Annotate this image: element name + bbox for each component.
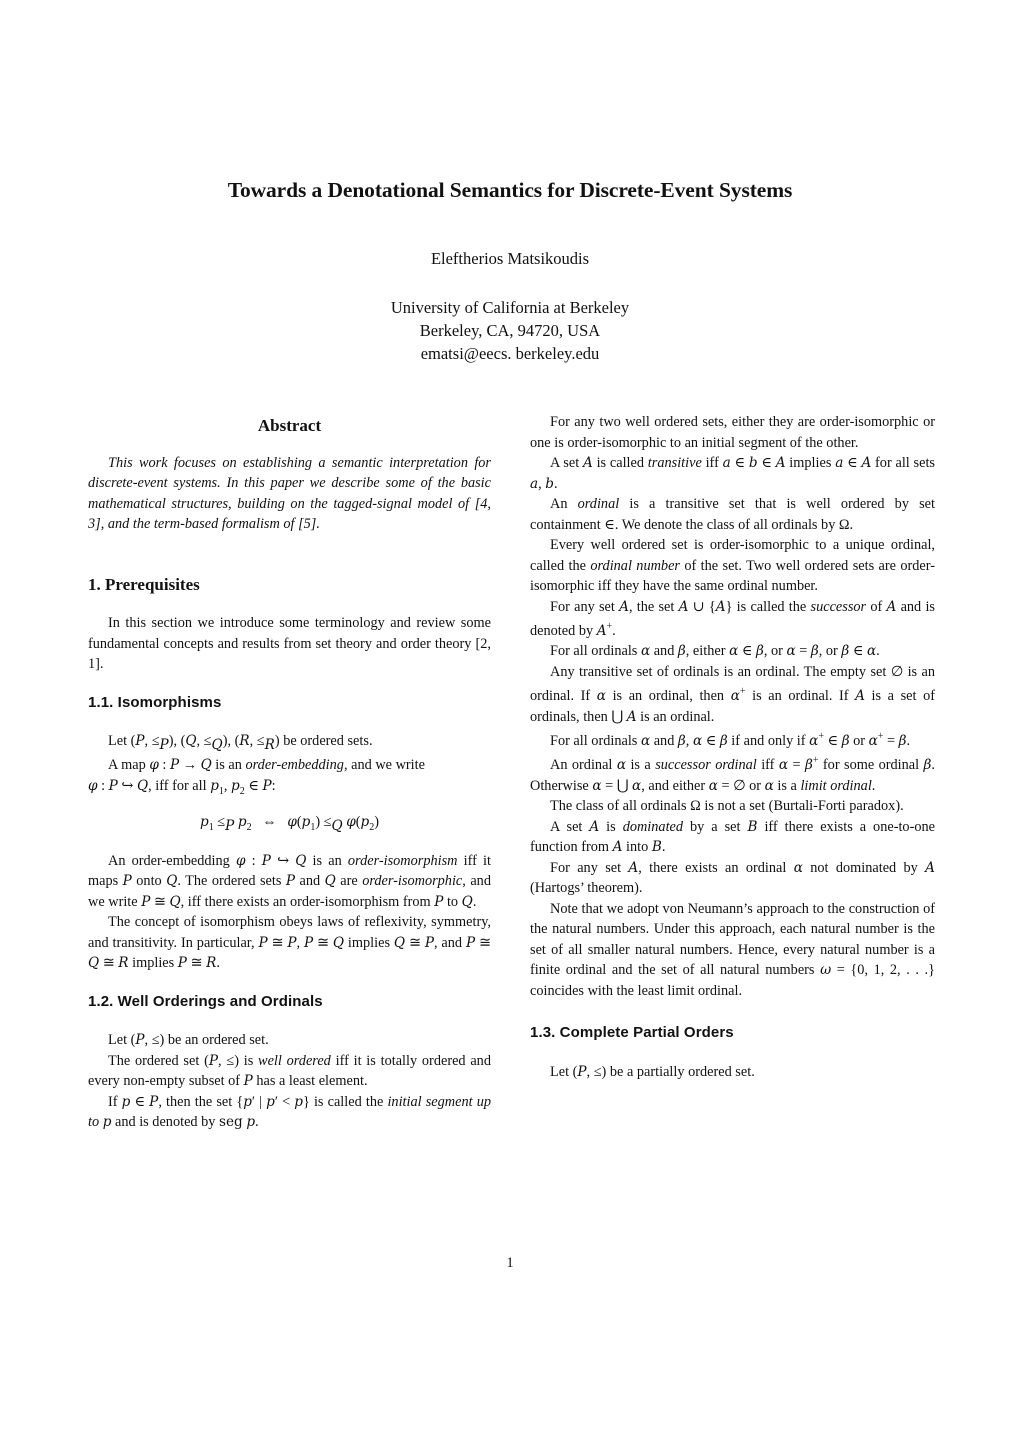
paragraph: The ordered set (P, ≤) is well ordered iff it is totally ordered and every non-empty subset of P has a least element. bbox=[88, 1052, 491, 1090]
paragraph: Let (P, $\le_P$), (Q, $\le_Q$), (R, $\le_R$) be ordered sets. bbox=[108, 733, 373, 753]
affiliation-line: Berkeley, CA, 94720, USA bbox=[419, 321, 601, 340]
paper-title: Towards a Denotational Semantics for Discrete-Event Systems bbox=[227, 178, 793, 202]
paragraph: In this section we introduce some terminology and review some fundamental concepts and results from set theory and order theory [2, 1]. bbox=[88, 615, 491, 672]
affiliation-line: University of California at Berkeley bbox=[390, 298, 630, 317]
paragraph: Any transitive set of ordinals is an ordinal. The empty set ∅ is an ordinal. If α is an ordinal, then α+ is an ordinal. If A is a set of ordinals, then ⋃ A is an ordinal. bbox=[530, 663, 936, 725]
right-column bbox=[530, 412, 935, 1082]
paragraph: A map φ : P → Q is an order-embedding, and we write bbox=[108, 757, 425, 774]
paragraph: Every well ordered set is order-isomorphic to a unique ordinal, called the ordinal number of the set. Two well ordered sets are order-isomorphic iff they have the same ordinal number. bbox=[530, 537, 936, 594]
abstract-heading: Abstract bbox=[257, 416, 322, 435]
paragraph: Note that we adopt von Neumann’s approach to the construction of the natural numbers. Under this approach, each natural number is the set of all smaller natural numbers. Hence, every natural number is a finite ordinal and the set of all natural numbers ω = {0, 1, 2, . . .} coincides with the least limit ordinal. bbox=[530, 900, 935, 999]
subsection-heading: 1.1. Isomorphisms bbox=[88, 693, 222, 711]
affiliation-block bbox=[0, 296, 1020, 365]
paragraph: An order-embedding φ : P ↪ Q is an order-isomorphism iff it maps P onto Q. The ordered sets P and Q are order-isomorphic, and we write P ≅ Q, iff there exists an order-isomorphism from P to Q. bbox=[88, 852, 491, 910]
paragraph: For any set A, the set A ∪ {A} is called the successor of A and is denoted by A+. bbox=[530, 598, 935, 639]
paragraph: The concept of isomorphism obeys laws of reflexivity, symmetry, and transitivity. In particular, P ≅ P, P ≅ Q implies Q ≅ P, and P ≅ Q ≅ R implies P ≅ R. bbox=[88, 914, 491, 972]
paragraph: For all ordinals α and β, either α ∈ β, or α = β, or β ∈ α. bbox=[550, 643, 880, 660]
section-heading: 1. Prerequisites bbox=[88, 574, 200, 594]
subsection-heading: 1.2. Well Orderings and Ordinals bbox=[88, 992, 323, 1010]
paragraph: An ordinal is a transitive set that is well ordered by set containment ∈. We denote the class of all ordinals by Ω. bbox=[530, 496, 935, 533]
paragraph: If p ∈ P, then the set {p′ | p′ < p} is called the initial segment up to p and is denoted by seg p. bbox=[88, 1093, 491, 1131]
paragraph: Let (P, ≤) be an ordered set. bbox=[108, 1032, 269, 1049]
paragraph: The class of all ordinals Ω is not a set (Burtali-Forti paradox). bbox=[550, 798, 904, 815]
equation: $p_1 \le_P$ $p_2$ ⇔ $\varphi(p_1) \le_Q$ $\varphi(p_2)$ bbox=[200, 814, 379, 835]
left-column bbox=[88, 412, 491, 1133]
paragraph: A set A is dominated by a set B iff there exists a one-to-one function from A into B. bbox=[530, 818, 935, 856]
email: ematsi@eecs. berkeley.edu bbox=[420, 344, 600, 363]
author-name: Eleftherios Matsikoudis bbox=[430, 249, 590, 268]
paragraph: For any two well ordered sets, either they are order-isomorphic or one is order-isomorphic to an initial segment of the other. bbox=[530, 414, 935, 451]
paragraph: φ : P ↪ Q, iff for all $p_1$, $p_2$ ∈ P: bbox=[88, 777, 276, 797]
paragraph: For any set A, there exists an ordinal α not dominated by A (Hartogs’ theorem). bbox=[530, 859, 935, 897]
page-number: 1 bbox=[506, 1255, 514, 1271]
subsection-heading: 1.3. Complete Partial Orders bbox=[530, 1024, 734, 1042]
paragraph: Let (P, ≤) be a partially ordered set. bbox=[550, 1063, 755, 1080]
abstract-text: This work focuses on establishing a semantic interpretation for discrete-event systems. In this paper we describe some of the basic mathematical structures, building on the tagged-signal model of [4, 3], and the term-based formalism of [5]. bbox=[88, 454, 491, 532]
paragraph: A set A is called transitive iff a ∈ b ∈ A implies a ∈ A for all sets a, b. bbox=[530, 455, 935, 492]
paragraph: An ordinal α is a successor ordinal iff α = β+ for some ordinal β. Otherwise α = ⋃ α, and either α = ∅ or α is a limit ordinal. bbox=[530, 755, 935, 794]
paragraph: For all ordinals α and β, α ∈ β if and only if α+ ∈ β or α+ = β. bbox=[550, 731, 911, 749]
